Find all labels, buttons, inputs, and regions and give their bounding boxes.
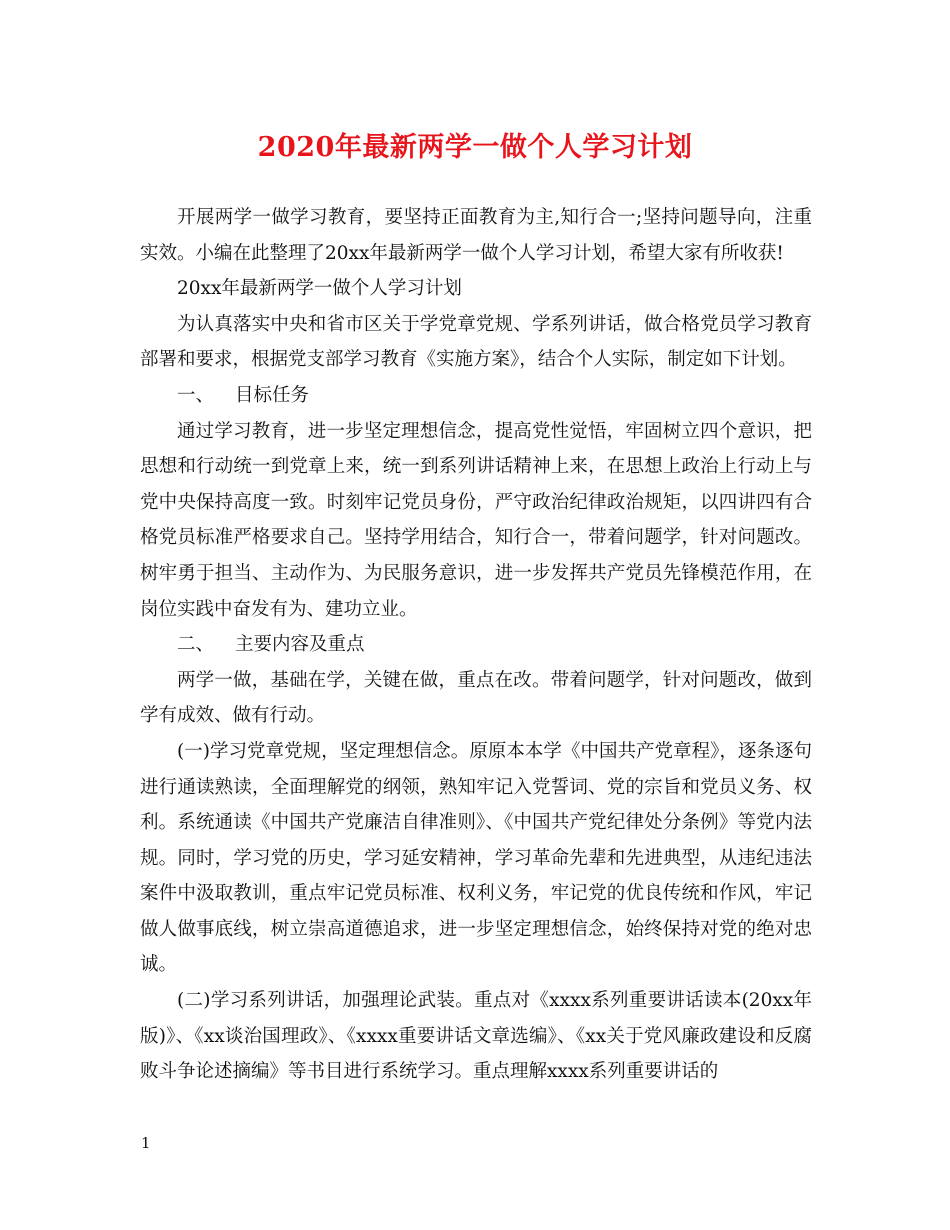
document-title: 2020年最新两学一做个人学习计划 [257, 132, 693, 163]
section-heading-1 [140, 378, 812, 414]
section-heading-2 [140, 627, 812, 663]
preface-paragraph: 为认真落实中央和省市区关于学党章党规、学系列讲话，做合格党员学习教育部署和要求，根据党支部学习教育《实施方案》，结合个人实际，制定如下计划。 [140, 313, 812, 371]
section-2-paragraph-1: 两学一做，基础在学，关键在做，重点在改。带着问题学，针对问题改，做到学有成效、做有行动。 [140, 669, 812, 727]
section-2-paragraph-2: (一)学习党章党规，坚定理想信念。原原本本学《中国共产党章程》，逐条逐句进行通读熟读，全面理解党的纲领，熟知牢记入党誓词、党的宗旨和党员义务、权利。系统通读《中国共产党廉洁自律准则》、《中国共产党纪律处分条例》等党内法规。同时，学习党的历史，学习延安精神，学习革命先辈和先进典型，从违纪违法案件中汲取教训，重点牢记党员标准、权利义务，牢记党的优良传统和作风，牢记做人做事底线，树立崇高道德追求，进一步坚定理想信念，始终保持对党的绝对忠诚。 [140, 740, 812, 976]
section-number-2: 二、 [177, 634, 215, 656]
section-label-2: 主要内容及重点 [235, 634, 365, 656]
section-1-paragraph: 通过学习教育，进一步坚定理想信念，提高党性觉悟，牢固树立四个意识，把思想和行动统一到党章上来，统一到系列讲话精神上来，在思想上政治上行动上与党中央保持高度一致。时刻牢记党员身份，严守政治纪律政治规矩，以四讲四有合格党员标准严格要求自己。坚持学用结合，知行合一，带着问题学，针对问题改。树牢勇于担当、主动作为、为民服务意识，进一步发挥共产党员先锋模范作用，在岗位实践中奋发有为、建功立业。 [140, 420, 812, 620]
section-number-1: 一、 [177, 384, 215, 406]
document-body [140, 200, 812, 1090]
page-number: 1 [141, 1134, 151, 1152]
subtitle-paragraph: 20xx年最新两学一做个人学习计划 [177, 278, 462, 300]
section-2-paragraph-3: (二)学习系列讲话，加强理论武装。重点对《xxxx系列重要讲话读本(20xx年版)》、《xx谈治国理政》、《xxxx重要讲话文章选编》、《xx关于党风廉政建设和反腐败斗争论述摘编》等书目进行系统学习。重点理解xxxx系列重要讲话的 [140, 990, 812, 1083]
intro-paragraph: 开展两学一做学习教育，要坚持正面教育为主,知行合一;坚持问题导向，注重实效。小编在此整理了20xx年最新两学一做个人学习计划，希望大家有所收获! [140, 207, 812, 264]
section-label-1: 目标任务 [235, 384, 310, 406]
